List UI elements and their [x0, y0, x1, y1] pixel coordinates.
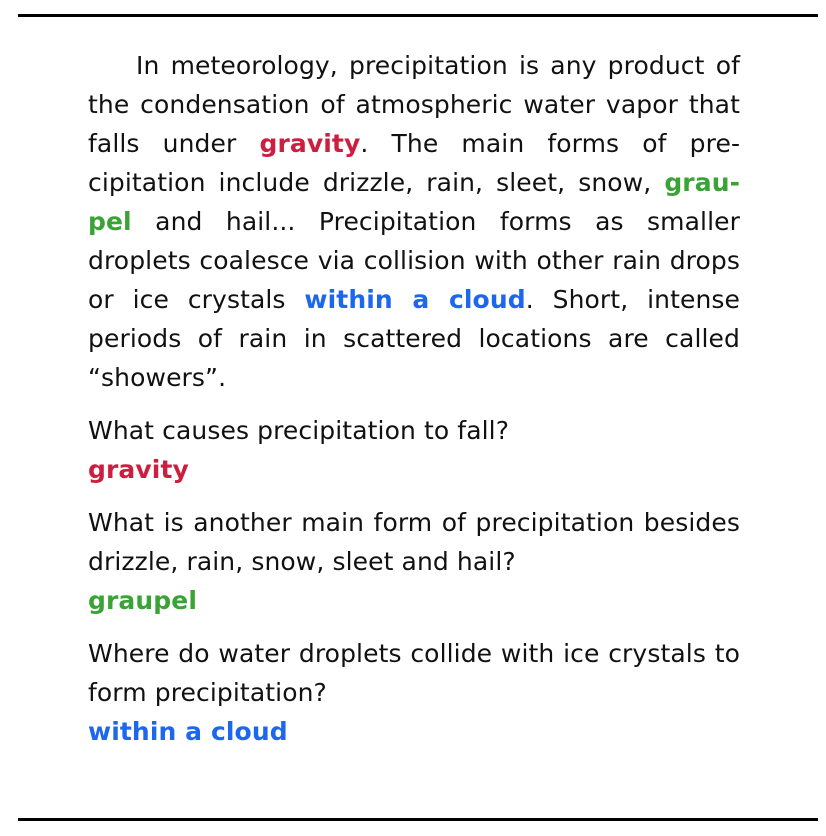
content — [88, 46, 740, 751]
qa-block-1 — [88, 411, 740, 489]
question-1: What causes precipitation to fall? — [88, 416, 510, 445]
answer-span-gravity: gravity — [259, 129, 361, 158]
answer-span-graupel: graupel — [88, 168, 740, 236]
top-rule — [18, 14, 818, 17]
passage-text-3: and hail... Precipitation forms as smaller droplets coalesce via collision with other rain drops or ice crystals — [88, 207, 740, 314]
passage — [88, 46, 740, 397]
answer-1: gravity — [88, 455, 189, 484]
question-3: Where do water droplets collide with ice crystals to form precipitation? — [88, 639, 740, 707]
answer-2: graupel — [88, 586, 198, 615]
answer-span-cloud: within a cloud — [304, 285, 526, 314]
passage-text-4: . Short, intense periods of rain in scattered locations are called “showers”. — [88, 285, 741, 392]
answer-3: within a cloud — [88, 717, 288, 746]
question-2: What is another main form of precipitation besides drizzle, rain, snow, sleet and hail? — [88, 508, 740, 576]
passage-text-1: In meteorology, precipitation is any product of the condensation of atmospheric water vapor that falls under — [88, 51, 740, 158]
qa-block-2 — [88, 503, 740, 620]
bottom-rule — [18, 818, 818, 821]
passage-text-2: . The main forms of precipitation include drizzle, rain, sleet, snow, — [88, 129, 740, 197]
qa-block-3 — [88, 634, 740, 751]
